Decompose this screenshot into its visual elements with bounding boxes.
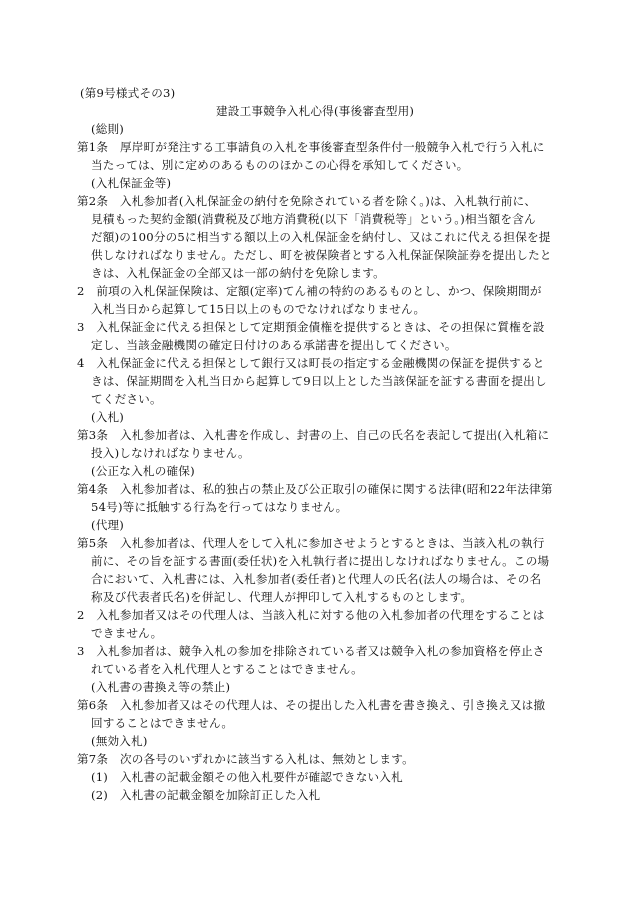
- article-2-line-3: だ額)の100分の5に相当する額以上の入札保証金を納付し、又はこれに代える担保を提: [91, 230, 551, 244]
- article-2-para-2-line-1: 2 前項の入札保証保険は、定額(定率)てん補の特約のあるものとし、かつ、保険期間が: [77, 284, 542, 298]
- form-label: (第9号様式その3): [80, 86, 176, 100]
- article-3-line-1: 第3条 入札参加者は、入札書を作成し、封書の上、自己の氏名を表記して提出(入札箱に: [77, 428, 550, 442]
- article-2-line-1: 第2条 入札参加者(入札保証金の納付を免除されている者を除く。)は、入札執行前に、: [77, 194, 537, 208]
- article-1-line-1: 第1条 厚岸町が発注する工事請負の入札を事後審査型条件付一般競争入札で行う入札に: [77, 140, 545, 154]
- article-5-para-2-line-2: できません。: [91, 626, 163, 640]
- article-7-item-2: (2) 入札書の記載金額を加除訂正した入札: [91, 788, 321, 802]
- article-5-para-2-line-1: 2 入札参加者又はその代理人は、当該入札に対する他の入札参加者の代理をすることは: [77, 608, 545, 622]
- article-5-line-3: 合において、入札書には、入札参加者(委任者)と代理人の氏名(法人の場合は、その名: [91, 572, 542, 586]
- article-4-line-1: 第4条 入札参加者は、私的独占の禁止及び公正取引の確保に関する法律(昭和22年法律第: [77, 482, 553, 496]
- article-5-line-4: 称及び代表者氏名)を併記し、代理人が押印して入札するものとします。: [91, 590, 473, 604]
- heading-fair-bidding: (公正な入札の確保): [91, 464, 195, 478]
- article-2-line-5: きは、入札保証金の全部又は一部の納付を免除します。: [91, 266, 385, 280]
- article-2-para-3-line-1: 3 入札保証金に代える担保として定期預金債権を提供するときは、その担保に質権を設: [77, 320, 545, 334]
- heading-invalid-bids: (無効入札): [91, 734, 148, 748]
- heading-bid-bond: (入札保証金等): [91, 176, 172, 190]
- article-7-line-1: 第7条 次の各号のいずれかに該当する入札は、無効とします。: [77, 752, 414, 766]
- article-2-para-4-line-1: 4 入札保証金に代える担保として銀行又は町長の指定する金融機関の保証を提供すると: [77, 356, 545, 370]
- article-2-para-3-line-2: 定し、当該金融機関の確定日付けのある承諾書を提出してください。: [91, 338, 457, 352]
- article-5-para-3-line-2: れている者を入札代理人とすることはできません。: [91, 662, 363, 676]
- article-5-para-3-line-1: 3 入札参加者は、競争入札の参加を排除されている者又は競争入札の参加資格を停止さ: [77, 644, 545, 658]
- heading-agent: (代理): [91, 518, 125, 532]
- article-6-line-2: 回することはできません。: [91, 716, 234, 730]
- article-2-line-4: 供しなければなりません。ただし、町を被保険者とする入札保証保険証券を提出したと: [91, 248, 552, 262]
- article-2-para-4-line-2: きは、保証期間を入札当日から起算して9日以上とした当該保証を証する書面を提出し: [91, 374, 547, 388]
- article-4-line-2: 54号)等に抵触する行為を行ってはなりません。: [91, 500, 348, 514]
- article-2-para-2-line-2: 入札当日から起算して15日以上のものでなければなりません。: [91, 302, 426, 316]
- heading-general: (総則): [91, 122, 125, 136]
- article-5-line-2: 前に、その旨を証する書面(委任状)を入札執行者に提出しなければなりません。この場: [91, 554, 550, 568]
- heading-no-rewrite: (入札書の書換え等の禁止): [91, 680, 231, 694]
- article-5-line-1: 第5条 入札参加者は、代理人をして入札に参加させようとするときは、当該入札の執行: [77, 536, 545, 550]
- document-title: 建設工事競争入札心得(事後審査型用): [216, 104, 415, 118]
- article-3-line-2: 投入)しなければなりません。: [91, 446, 250, 460]
- article-2-line-2: 見積もった契約金額(消費税及び地方消費税(以下「消費税等」という。)相当額を含ん: [91, 212, 536, 226]
- article-1-line-2: 当たっては、別に定めのあるもののほかこの心得を承知してください。: [91, 158, 469, 172]
- article-7-item-1: (1) 入札書の記載金額その他入札要件が確認できない入札: [91, 770, 403, 784]
- article-6-line-1: 第6条 入札参加者又はその代理人は、その提出した入札書を書き換え、引き換え又は撤: [77, 698, 546, 712]
- article-2-para-4-line-3: てください。: [91, 392, 162, 406]
- heading-bidding: (入札): [91, 410, 125, 424]
